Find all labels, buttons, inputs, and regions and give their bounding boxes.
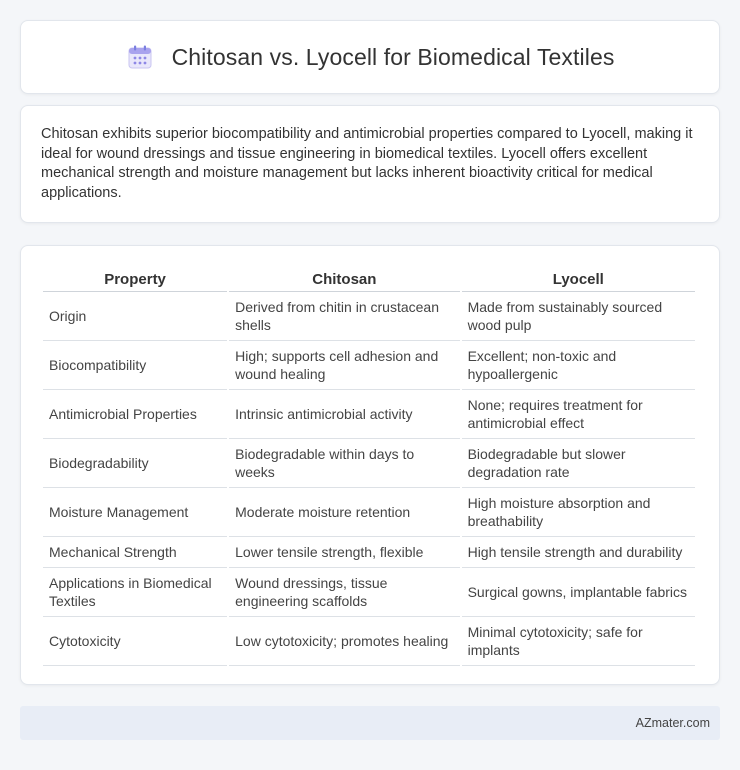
cell-lyocell: High moisture absorption and breathability <box>462 488 695 537</box>
table-row <box>43 488 695 537</box>
cell-property: Applications in Biomedical Textiles <box>43 568 227 617</box>
cell-property: Biodegradability <box>43 439 227 488</box>
table-row <box>43 617 695 666</box>
intro-text: Chitosan exhibits superior biocompatibility and antimicrobial properties compared to Lyocell, making it ideal for wound dressings and tissue engineering in biomedical textiles. Lyocell offers excellent mechanical strength and moisture management but lacks inherent bioactivity critical for medical applications. <box>41 126 693 201</box>
cell-chitosan: Lower tensile strength, flexible <box>229 537 459 568</box>
cell-lyocell: Minimal cytotoxicity; safe for implants <box>462 617 695 666</box>
cell-chitosan: Wound dressings, tissue engineering scaffolds <box>229 568 459 617</box>
cell-lyocell: Made from sustainably sourced wood pulp <box>462 292 695 341</box>
cell-lyocell: Surgical gowns, implantable fabrics <box>462 568 695 617</box>
intro-card <box>20 105 720 223</box>
header-property: Property <box>43 266 227 292</box>
page-title: Chitosan vs. Lyocell for Biomedical Textiles <box>171 43 615 70</box>
cell-lyocell: Biodegradable but slower degradation rate <box>462 439 695 488</box>
table-row <box>43 341 695 390</box>
cell-chitosan: Intrinsic antimicrobial activity <box>229 390 459 439</box>
comparison-table <box>41 266 697 666</box>
title-card <box>20 20 720 94</box>
table-row <box>43 439 695 488</box>
cell-lyocell: High tensile strength and durability <box>462 537 695 568</box>
cell-property: Antimicrobial Properties <box>43 390 227 439</box>
cell-property: Origin <box>43 292 227 341</box>
table-row <box>43 390 695 439</box>
cell-lyocell: None; requires treatment for antimicrobial effect <box>462 390 695 439</box>
cell-property: Mechanical Strength <box>43 537 227 568</box>
cell-chitosan: Low cytotoxicity; promotes healing <box>229 617 459 666</box>
cell-chitosan: High; supports cell adhesion and wound healing <box>229 341 459 390</box>
cell-property: Biocompatibility <box>43 341 227 390</box>
table-header-row <box>43 266 695 292</box>
table-row <box>43 292 695 341</box>
cell-property: Cytotoxicity <box>43 617 227 666</box>
header-lyocell: Lyocell <box>462 266 695 292</box>
cell-chitosan: Biodegradable within days to weeks <box>229 439 459 488</box>
cell-property: Moisture Management <box>43 488 227 537</box>
cell-lyocell: Excellent; non-toxic and hypoallergenic <box>462 341 695 390</box>
table-row <box>43 537 695 568</box>
calendar-icon <box>126 43 154 71</box>
table-row <box>43 568 695 617</box>
footer <box>20 706 720 740</box>
source-label: AZmater.com <box>635 716 710 730</box>
header-chitosan: Chitosan <box>229 266 459 292</box>
cell-chitosan: Derived from chitin in crustacean shells <box>229 292 459 341</box>
cell-chitosan: Moderate moisture retention <box>229 488 459 537</box>
comparison-table-card <box>20 245 720 685</box>
